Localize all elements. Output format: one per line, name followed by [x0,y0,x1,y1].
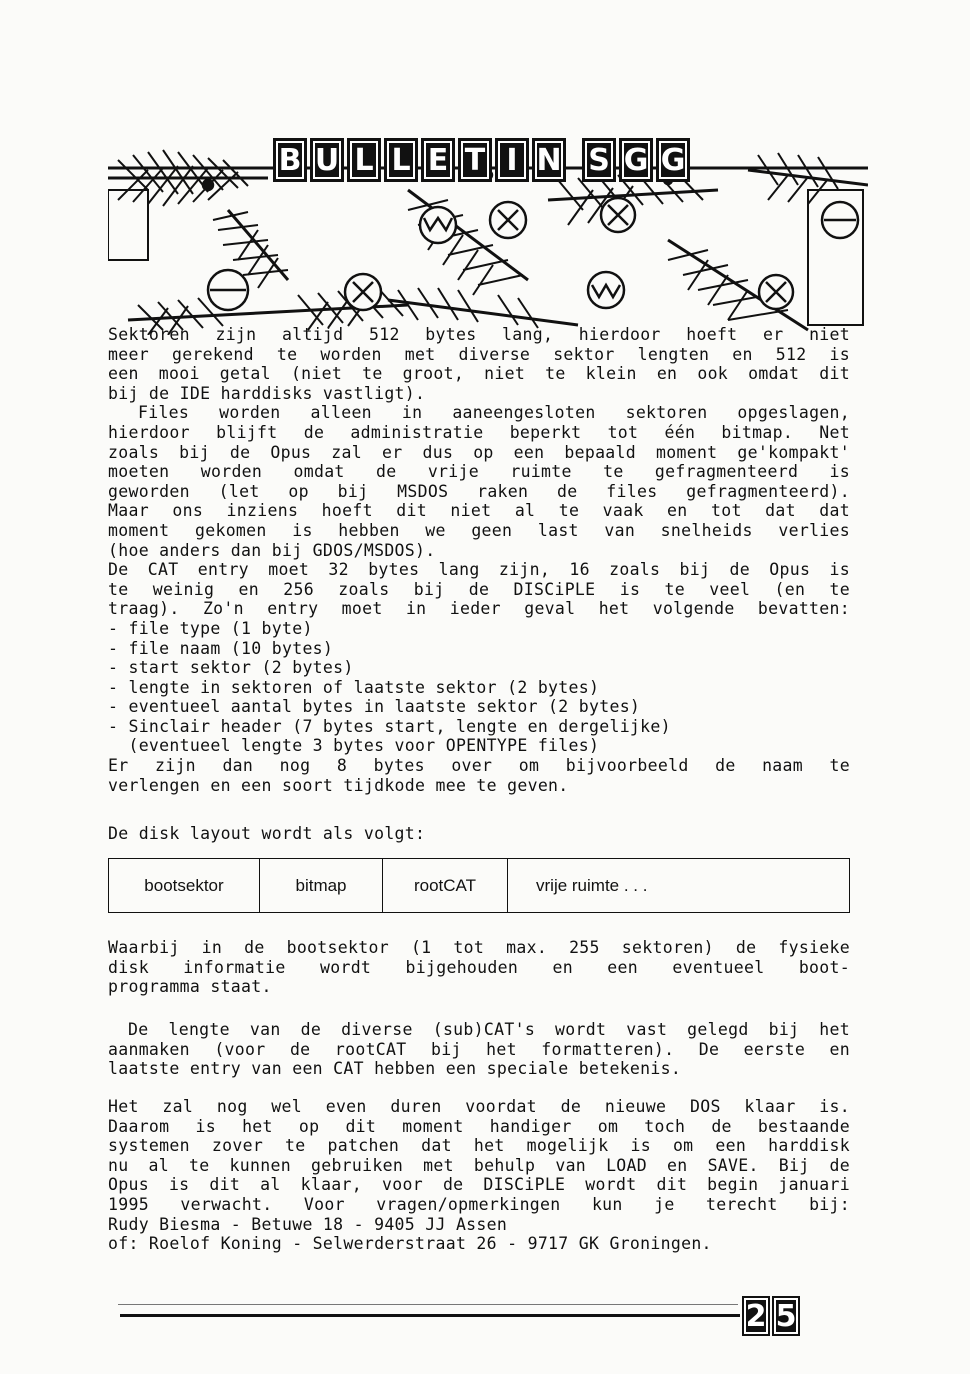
text-line: moment gekomen is hebben we geen last van snelheids verlies [108,520,850,540]
text-line: - Sinclair header (7 bytes start, lengte en dergelijke) [108,716,671,736]
text-line: Daarom is het op dit moment handiger om toch de bestaande [108,1116,850,1136]
disk-layout-table [108,858,850,913]
page-number [742,1296,800,1336]
text-line: (hoe anders dan bij GDOS/MSDOS). [108,540,436,560]
banner-letter: T [458,138,492,182]
text-line: disk informatie wordt bijgehouden en een eventueel boot- [108,957,850,977]
banner-letter: G [619,138,653,182]
disk-layout-cell-rootcat: rootCAT [383,859,508,912]
text-line: aanmaken (voor de rootCAT bij het formatteren). De eerste en [108,1039,850,1059]
text-line: een mooi getal (niet te groot, niet te klein en ook omdat dit [108,364,850,384]
text-line: De lengte van de diverse (sub)CAT's wordt vast gelegd bij het [108,1020,850,1039]
banner-letter: I [495,138,529,182]
text-line: Er zijn dan nog 8 bytes over om bijvoorbeeld de naam te [108,756,850,776]
disk-layout-cell-bitmap: bitmap [260,859,383,912]
text-line: te weinig en 256 zoals bij de DISCiPLE is te veel (en te [108,579,850,599]
text-line: - eventueel aantal bytes in laatste sektor (2 bytes) [108,697,641,717]
text-line: traag). Zo'n entry moet in ieder geval het volgende bevatten: [108,599,850,619]
text-line: - file type (1 byte) [108,618,313,638]
text-line: Waarbij in de bootsektor (1 tot max. 255 sektoren) de fysieke [108,938,850,957]
text-line: Maar ons inziens hoeft dit niet al te vaak en tot dat dat [108,501,850,521]
banner-letter: B [273,138,307,182]
text-line: geworden (let op bij MSDOS raken de files gefragmenteerd). [108,481,850,501]
banner-letter: S [582,138,616,182]
text-line: meer gerekend te worden met diverse sektor lengten en 512 is [108,344,850,364]
banner-letter: L [347,138,381,182]
banner-letter: G [656,138,690,182]
disk-layout-cell-bootsektor: bootsektor [109,859,260,912]
bulletin-banner [108,130,868,335]
text-line: Rudy Biesma - Betuwe 18 - 9405 JJ Assen [108,1214,508,1234]
text-line: Opus is dit al klaar, voor de DISCiPLE wordt dit begin januari [108,1175,850,1195]
text-line: moeten worden omdat de vrije ruimte te gefragmenteerd is [108,462,850,482]
page-number-digit: 2 [742,1296,770,1336]
body-paragraph-4 [108,1097,850,1254]
text-line: Het zal nog wel even duren voordat de nieuwe DOS klaar is. [108,1097,850,1116]
banner-letter: U [310,138,344,182]
banner-letter: N [532,138,566,182]
text-line: laatste entry van een CAT hebben een speciale betekenis. [108,1059,682,1079]
disk-layout-intro-text: De disk layout wordt als volgt: [108,824,426,843]
body-paragraph-3 [108,1020,850,1079]
disk-layout-cell-vrije-ruimte: vrije ruimte . . . [536,875,648,895]
text-line: - lengte in sektoren of laatste sektor (2 bytes) [108,677,600,697]
body-paragraph-1 [108,325,850,795]
text-line: - file naam (10 bytes) [108,638,334,658]
banner-title [273,138,690,182]
text-line: verlengen en een soort tijdkode mee te geven. [108,775,569,795]
text-line: Sektoren zijn altijd 512 bytes lang, hierdoor hoeft er niet [108,325,850,344]
text-line: zoals bij de Opus zal er dus op een bepaald moment ge'kompakt' [108,442,850,462]
banner-letter [569,138,579,182]
text-line: hierdoor blijft de administratie beperkt tot één bitmap. Net [108,422,850,442]
text-line: nu al te kunnen gebruiken met behulp van LOAD en SAVE. Bij de [108,1155,850,1175]
banner-letter: E [421,138,455,182]
text-line: De CAT entry moet 32 bytes lang zijn, 16 zoals bij de Opus is [108,560,850,580]
text-line: Files worden alleen in aaneengesloten sektoren opgeslagen, [108,403,850,423]
banner-letter: L [384,138,418,182]
body-paragraph-2 [108,938,850,997]
text-line: (eventueel lengte 3 bytes voor OPENTYPE files) [108,736,600,756]
text-line: bij de IDE harddisks vastligt). [108,383,426,403]
text-line: systemen zover te patchen dat het mogelijk is om een harddisk [108,1136,850,1156]
text-line: of: Roelof Koning - Selwerderstraat 26 - 9717 GK Groningen. [108,1234,712,1254]
disk-layout-intro [108,824,850,844]
footer-rule-thin [118,1304,738,1305]
footer-rule [120,1314,740,1317]
text-line: 1995 verwacht. Voor vragen/opmerkingen kun je terecht bij: [108,1194,850,1214]
page-number-digit: 5 [772,1296,800,1336]
text-line: - start sektor (2 bytes) [108,658,354,678]
text-line: programma staat. [108,977,272,997]
